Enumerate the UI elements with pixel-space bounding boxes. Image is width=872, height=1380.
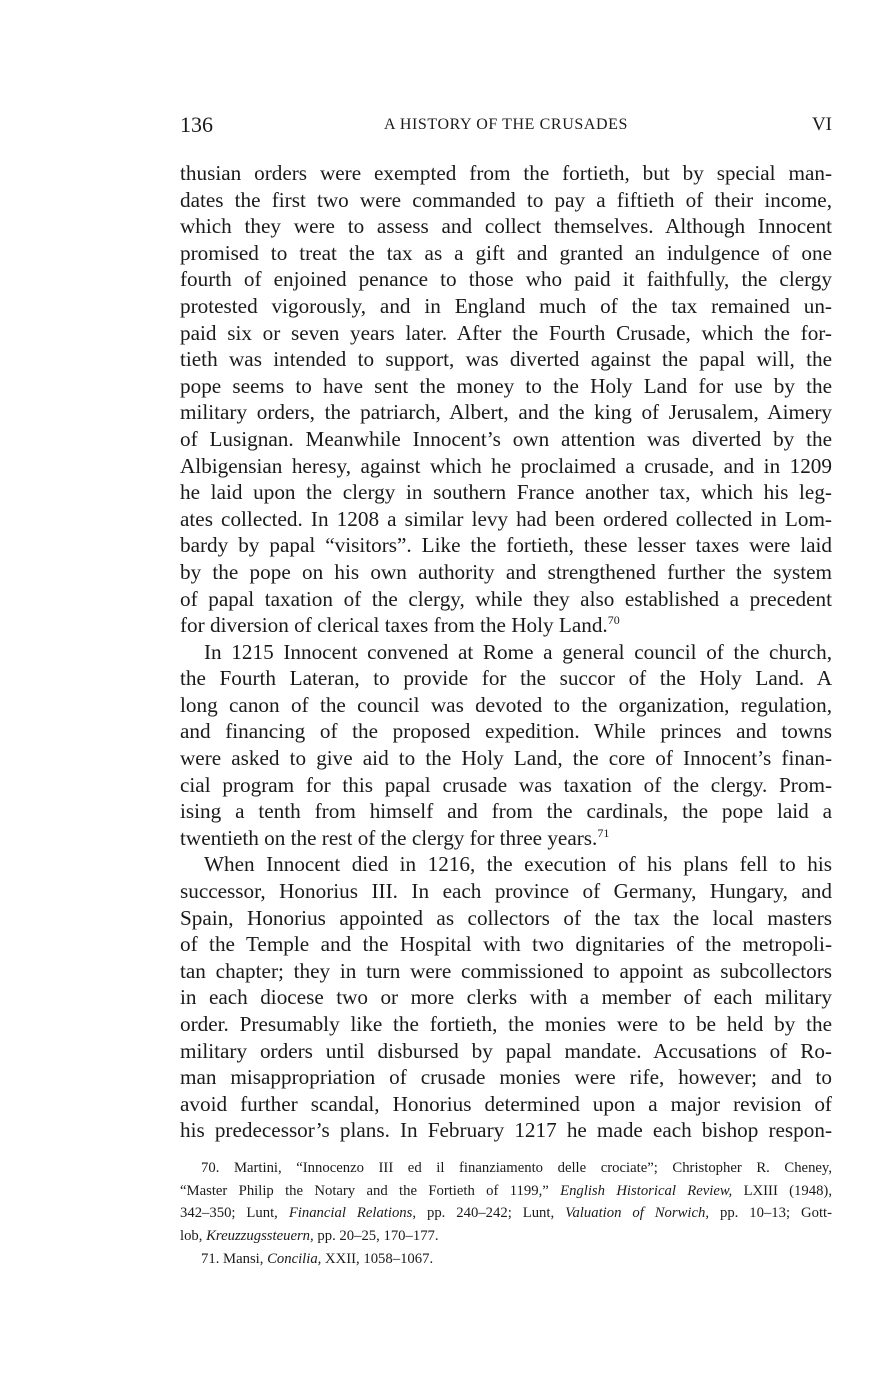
text-line: successor, Honorius III. In each province of Germany, Hungary, and bbox=[180, 879, 832, 904]
citation-text: LXIII (1948), bbox=[743, 1182, 832, 1199]
text-line: of the Temple and the Hospital with two dignitaries of the metropoli- bbox=[180, 932, 832, 957]
footnote-71 bbox=[180, 1248, 832, 1271]
citation-text: 342–350; Lunt, bbox=[180, 1205, 278, 1222]
body-text bbox=[180, 160, 832, 1144]
text-line: which they were to assess and collect themselves. Although Innocent bbox=[180, 214, 832, 239]
footnote-ref-71[interactable]: 71 bbox=[597, 825, 610, 840]
paragraph-1 bbox=[180, 160, 832, 639]
text-line: of papal taxation of the clergy, while they also established a precedent bbox=[180, 586, 832, 611]
text-line: fourth of enjoined penance to those who paid it faithfully, the clergy bbox=[180, 267, 832, 292]
text-line: dates the first two were commanded to pay a fiftieth of their income, bbox=[180, 187, 832, 212]
text-line: avoid further scandal, Honorius determined upon a major revision of bbox=[180, 1091, 832, 1116]
citation-text: lob, bbox=[180, 1228, 203, 1245]
part-number: VI bbox=[811, 114, 832, 135]
text-line: pope seems to have sent the money to the Holy Land for use by the bbox=[180, 373, 832, 398]
footnote-70: 70. Martini, “Innocenzo III ed il finanziamento delle crociate”; Christopher R. Cheney, bbox=[201, 1160, 832, 1176]
text-line: military orders until disbursed by papal mandate. Accusations of Ro- bbox=[180, 1038, 832, 1063]
citation-title: Financial Relations, bbox=[288, 1205, 417, 1222]
text-line: Albigensian heresy, against which he proclaimed a crusade, and in 1209 bbox=[180, 453, 832, 478]
footnote-70-line bbox=[180, 1202, 832, 1225]
text-line bbox=[180, 612, 832, 639]
citation-title: Concilia, bbox=[267, 1250, 322, 1267]
citation-title: Valuation of Norwich, bbox=[565, 1205, 710, 1222]
paragraph-2 bbox=[180, 639, 832, 852]
text-line: of Lusignan. Meanwhile Innocent’s own attention was diverted by the bbox=[180, 426, 832, 451]
citation-text: XXII, 1058–1067. bbox=[325, 1250, 434, 1267]
footnote-ref-70[interactable]: 70 bbox=[607, 613, 620, 628]
text-line: paid six or seven years later. After the Fourth Crusade, which the for- bbox=[180, 320, 832, 345]
text-line: ates collected. In 1208 a similar levy had been ordered collected in Lom- bbox=[180, 506, 832, 531]
text-line: Spain, Honorius appointed as collectors of the tax the local masters bbox=[180, 905, 832, 930]
citation-text: pp. 240–242; Lunt, bbox=[426, 1205, 555, 1222]
footnote-70-line bbox=[180, 1180, 832, 1203]
text-line: protested vigorously, and in England much of the tax remained un- bbox=[180, 293, 832, 318]
text-line: thusian orders were exempted from the fortieth, but by special man- bbox=[180, 161, 832, 185]
text-line: he laid upon the clergy in southern France another tax, which his leg- bbox=[180, 480, 832, 505]
text-line-content: twentieth on the rest of the clergy for three years. bbox=[180, 825, 598, 850]
running-head bbox=[180, 112, 832, 142]
text-line: the Fourth Lateran, to provide for the succor of the Holy Land. A bbox=[180, 666, 832, 691]
text-line: in each diocese two or more clerks with a member of each military bbox=[180, 985, 832, 1010]
text-line: In 1215 Innocent convened at Rome a general council of the church, bbox=[204, 639, 832, 664]
text-line: man misappropriation of crusade monies were rife, however; and to bbox=[180, 1065, 832, 1090]
text-line-content: for diversion of clerical taxes from the Holy Land. bbox=[180, 613, 608, 638]
citation-text: 71. Mansi, bbox=[201, 1250, 264, 1267]
running-title: A HISTORY OF THE CRUSADES bbox=[383, 116, 629, 133]
text-line: and financing of the proposed expedition. While princes and towns bbox=[180, 719, 832, 744]
text-line bbox=[180, 825, 832, 852]
text-line: ising a tenth from himself and from the cardinals, the pope laid a bbox=[180, 799, 832, 824]
text-line: military orders, the patriarch, Albert, and the king of Jerusalem, Aimery bbox=[180, 400, 832, 425]
text-line: When Innocent died in 1216, the execution of his plans fell to his bbox=[204, 852, 832, 877]
text-line: tieth was intended to support, was diverted against the papal will, the bbox=[180, 347, 832, 372]
text-line: cial program for this papal crusade was taxation of the clergy. Prom- bbox=[180, 772, 832, 797]
text-line: were asked to give aid to the Holy Land, the core of Innocent’s finan- bbox=[180, 746, 832, 771]
text-line: by the pope on his own authority and strengthened further the system bbox=[180, 559, 832, 584]
citation-text: “Master Philip the Notary and the Fortieth of 1199,” bbox=[180, 1182, 549, 1199]
citation-title: Kreuzzugssteuern, bbox=[206, 1228, 314, 1245]
citation-text: pp. 10–13; Gott- bbox=[719, 1205, 833, 1222]
text-line: tan chapter; they in turn were commissioned to appoint as subcollectors bbox=[180, 958, 832, 983]
citation-text: pp. 20–25, 170–177. bbox=[317, 1228, 439, 1245]
citation-title: English Historical Review, bbox=[560, 1182, 733, 1199]
text-line: long canon of the council was devoted to the organization, regulation, bbox=[180, 692, 832, 717]
text-line: order. Presumably like the fortieth, the monies were to be held by the bbox=[180, 1012, 832, 1036]
text-line: bardy by papal “visitors”. Like the fortieth, these lesser taxes were laid bbox=[180, 533, 832, 558]
text-line: his predecessor’s plans. In February 1217 he made each bishop respon- bbox=[180, 1118, 832, 1143]
footnote-70-line bbox=[180, 1225, 832, 1248]
page-number: 136 bbox=[180, 112, 213, 137]
footnotes bbox=[180, 1157, 832, 1270]
paragraph-3 bbox=[180, 851, 832, 1144]
text-line: promised to treat the tax as a gift and granted an indulgence of one bbox=[180, 240, 832, 265]
